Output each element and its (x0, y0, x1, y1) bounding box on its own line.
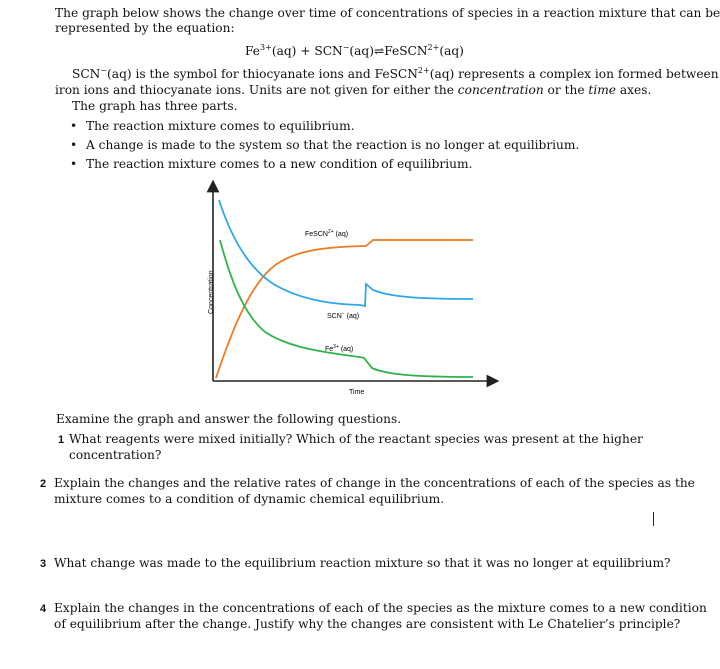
intro-line-2: represented by the equation: (55, 21, 235, 35)
question-number: 3 (40, 558, 47, 570)
reaction-equation: $Fe^{3+}(aq)$ + SCN−(aq)⇌FeSCN$^{2+}$(aq) (245, 42, 464, 58)
legend-label-fe: $Fe^{3+}$ (aq) (325, 344, 354, 353)
description-line-3: The graph has three parts. (72, 99, 238, 113)
question-number: 4 (40, 603, 47, 615)
equilibrium-arrow: ⇌ (373, 44, 385, 58)
description-line-1: SCN−(aq) is the symbol for thiocyanate ions and FeSCN$^{2+}$(aq) represents a complex ion formed between (72, 65, 719, 81)
x-axis-label: Time (349, 389, 365, 396)
question-text: What change was made to the equilibrium reaction mixture so that it was no longer at equilibrium? (54, 556, 671, 570)
legend-label-fescn: FeSCN$^{2+}$ (aq) (305, 229, 349, 238)
bullet-item: • A change is made to the system so that the reaction is no longer at equilibrium. (86, 138, 579, 152)
y-axis-label: Concentration (208, 270, 215, 314)
series-line-fescn (216, 240, 473, 378)
question-text: Explain the changes in the concentrations of each of the species as the mixture comes to a new condition (54, 601, 707, 615)
intro-line-1: The graph below shows the change over time of concentrations of species in a reaction mixture that can be (55, 6, 720, 20)
question-text: mixture comes to a condition of dynamic chemical equilibrium. (54, 492, 445, 506)
examine-instruction: Examine the graph and answer the following questions. (56, 412, 402, 426)
series-line-fe (220, 240, 473, 377)
legend-label-scn: SCN− (aq) (327, 311, 360, 320)
text-cursor (653, 512, 654, 526)
question-text: What reagents were mixed initially? Which of the reactant species was present at the higher (69, 432, 643, 446)
series-line-scn (219, 200, 473, 306)
question-number: 1 (58, 434, 65, 446)
question-number: 2 (40, 478, 47, 490)
bullet-item: • The reaction mixture comes to equilibrium. (86, 119, 355, 133)
question-text: of equilibrium after the change. Justify why the changes are consistent with Le Chatelier’s principle? (54, 617, 681, 631)
question-text: concentration? (69, 448, 162, 462)
description-line-2: iron ions and thiocyanate ions. Units are not given for either the concentration or the time axes. (55, 83, 652, 97)
bullet-item: • The reaction mixture comes to a new condition of equilibrium. (86, 157, 472, 171)
question-text: Explain the changes and the relative rates of change in the concentrations of each of the species as the (54, 476, 695, 490)
